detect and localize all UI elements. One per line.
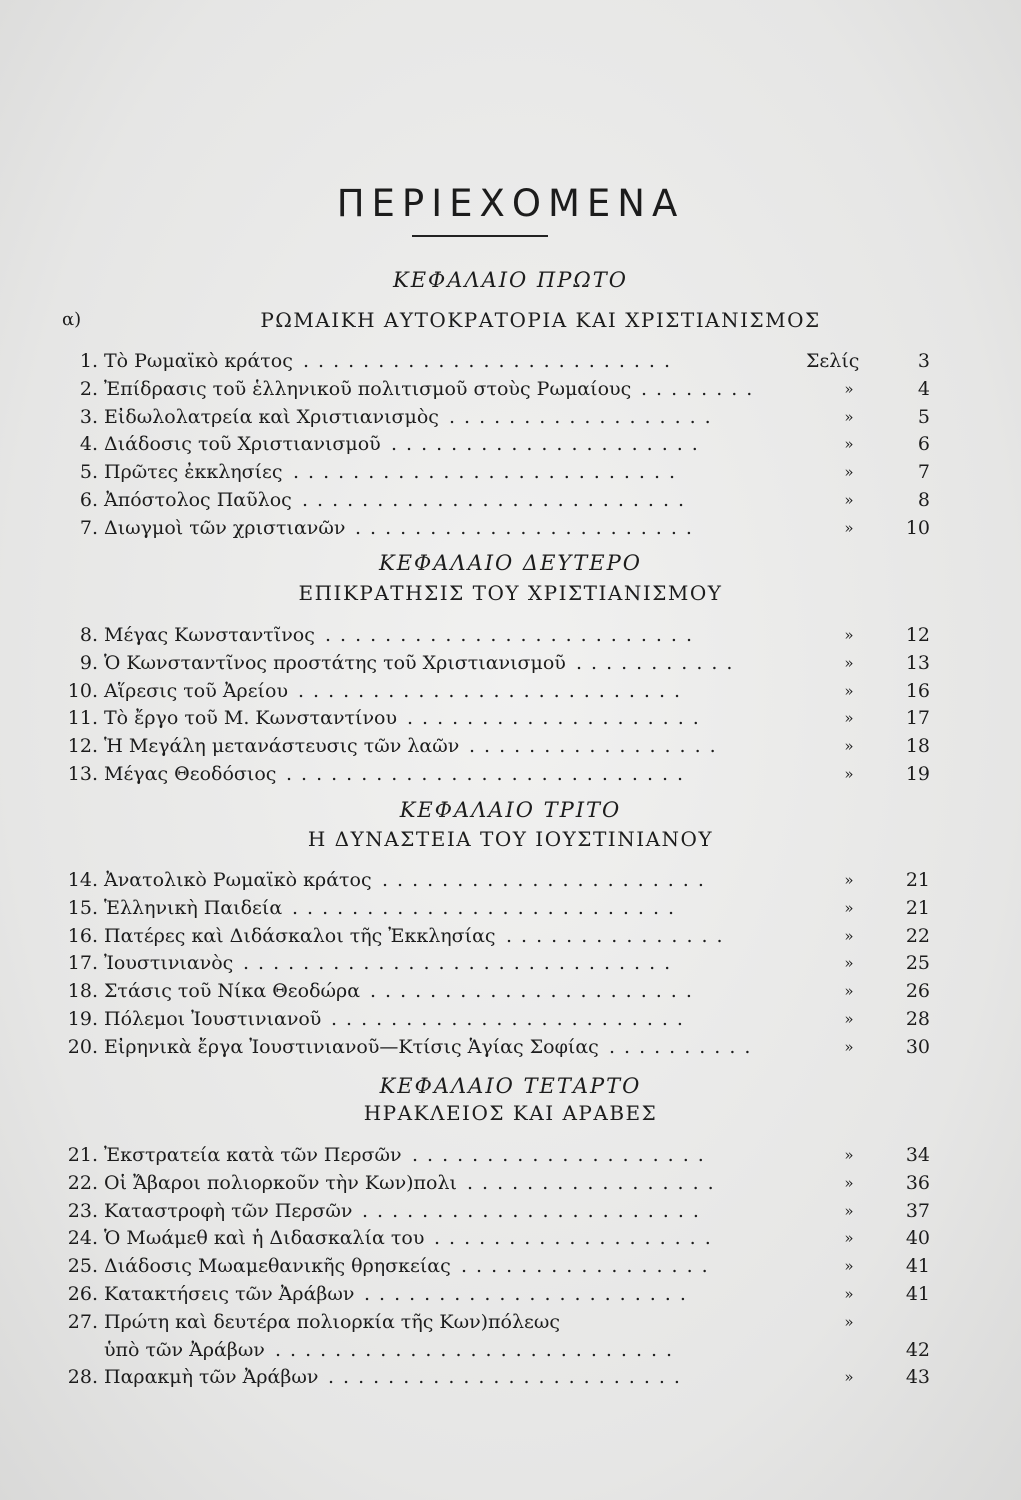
page-number: 16 — [905, 679, 930, 702]
entry-title: Πρῶτες ἐκκλησίες — [104, 461, 283, 484]
dot-leader: ........... — [576, 651, 742, 674]
dot-leader: ................. — [467, 1171, 723, 1194]
dot-leader: ...................... — [370, 980, 701, 1003]
entry-number: 15. — [67, 896, 98, 919]
ditto-mark: » — [844, 491, 854, 509]
toc-entry — [0, 922, 1021, 950]
toc-entry — [0, 514, 1021, 542]
page-number: 12 — [905, 624, 930, 646]
page-number: 40 — [905, 1227, 930, 1250]
dot-leader: ........................ — [328, 1366, 689, 1389]
toc-entry — [0, 1252, 1021, 1280]
ditto-mark: » — [844, 1257, 854, 1276]
toc-entry — [0, 1141, 1021, 1169]
toc-entry — [0, 375, 1021, 403]
toc-entry — [0, 677, 1021, 705]
entry-number: 26. — [67, 1283, 98, 1305]
entry-number: 24. — [67, 1227, 98, 1250]
entry-title: Ἀνατολικὸ Ρωμαϊκὸ κράτος — [104, 869, 372, 891]
page-number: 41 — [905, 1283, 930, 1305]
dot-leader: .................... — [412, 1144, 713, 1166]
ditto-mark: » — [844, 1173, 854, 1192]
toc-entry — [0, 1169, 1021, 1197]
entry-number: 13. — [67, 763, 98, 785]
dot-leader: ................... — [434, 1227, 720, 1250]
toc-entry — [0, 430, 1021, 458]
toc-entry — [0, 1308, 1021, 1364]
ditto-mark: » — [844, 379, 854, 398]
dot-leader: ........ — [641, 377, 762, 400]
entry-number: 16. — [67, 924, 98, 947]
dot-leader: ........................ — [331, 1008, 692, 1030]
entry-number: 23. — [67, 1199, 98, 1222]
entry-title: Μέγας Θεοδόσιος — [104, 763, 277, 785]
entry-title: Αἵρεσις τοῦ Ἀρείου — [104, 679, 288, 702]
dot-leader: ........................... — [286, 763, 693, 785]
page-number: 43 — [905, 1366, 930, 1389]
page-number: 21 — [905, 896, 930, 919]
section-prefix: α) — [62, 309, 82, 330]
entry-title: Ἐκστρατεία κατὰ τῶν Περσῶν — [104, 1144, 402, 1166]
ditto-mark: » — [844, 1201, 854, 1220]
title-rule — [412, 235, 548, 237]
entry-title: Μέγας Κωνσταντῖνος — [104, 624, 315, 646]
page-number: 7 — [917, 461, 930, 484]
entry-title: Διάδοσις Μωαμεθανικῆς θρησκείας — [104, 1255, 451, 1278]
entry-title: Τὸ Ρωμαϊκὸ κράτος — [104, 350, 293, 372]
entry-title: Εἰδωλολατρεία καὶ Χριστιανισμὸς — [104, 405, 439, 428]
page-number: 19 — [905, 763, 930, 785]
entry-title: Ἑλληνικὴ Παιδεία — [104, 896, 283, 919]
entry-number: 14. — [67, 869, 98, 891]
dot-leader: ....................... — [355, 516, 701, 539]
entry-title: Πόλεμοι Ἰουστινιανοῦ — [104, 1008, 322, 1030]
toc-entry — [0, 977, 1021, 1005]
dot-leader: ...................... — [364, 1283, 695, 1305]
page-number: 13 — [905, 651, 930, 674]
dot-leader: ........................... — [275, 1338, 682, 1361]
entry-title: Οἱ Ἄβαροι πολιορκοῦν τὴν Κων)πολι — [104, 1171, 457, 1194]
dot-leader: .......................... — [292, 896, 684, 919]
page-number: 18 — [905, 735, 930, 758]
entry-number: 18. — [67, 980, 98, 1003]
entry-title: Ἰουστινιανὸς — [104, 952, 234, 975]
ditto-mark: » — [844, 1285, 854, 1303]
page-number: 30 — [905, 1035, 930, 1058]
entry-number: 28. — [67, 1366, 98, 1389]
entry-title: Καταστροφὴ τῶν Περσῶν — [104, 1199, 353, 1222]
ditto-mark: » — [844, 1146, 854, 1164]
entry-title: Διάδοσις τοῦ Χριστιανισμοῦ — [104, 433, 381, 456]
entry-title: Ὁ Μωάμεθ καὶ ἡ Διδασκαλία του — [104, 1227, 425, 1250]
entry-title: Ἀπόστολος Παῦλος — [104, 489, 292, 511]
toc-entry — [0, 732, 1021, 760]
entry-title: Εἰρηνικὰ ἔργα Ἰουστινιανοῦ—Κτίσις Ἁγίας Σοφίας — [104, 1035, 599, 1058]
entry-title: Ἐπίδρασις τοῦ ἑλληνικοῦ πολιτισμοῦ στοὺς Ρωμαίους — [104, 377, 632, 400]
ditto-mark: » — [844, 1368, 854, 1387]
toc-entry — [0, 347, 1021, 375]
chapter-subtitle: ΗΡΑΚΛΕΙΟΣ ΚΑΙ ΑΡΑΒΕΣ — [363, 1101, 658, 1125]
toc-entry — [0, 949, 1021, 977]
chapter-heading: ΚΕΦΑΛΑΙΟ ΤΡΙΤΟ — [399, 798, 622, 822]
ditto-mark: » — [844, 1312, 854, 1331]
entry-title: Ὁ Κωνσταντῖνος προστάτης τοῦ Χριστιανισμοῦ — [104, 651, 566, 674]
entry-number: 21. — [67, 1144, 98, 1166]
chapter-heading: ΚΕΦΑΛΑΙΟ ΔΕΥΤΕΡΟ — [379, 551, 642, 575]
chapter-subtitle: ΡΩΜΑΙΚΗ ΑΥΤΟΚΡΑΤΟΡΙΑ ΚΑΙ ΧΡΙΣΤΙΑΝΙΣΜΟΣ — [260, 308, 821, 332]
dot-leader: .................... — [407, 707, 708, 730]
page-number: 34 — [905, 1144, 930, 1166]
page-number: 8 — [917, 489, 930, 511]
toc-entry — [0, 403, 1021, 431]
entry-number: 9. — [79, 651, 98, 674]
dot-leader: .......... — [609, 1035, 760, 1058]
toc-entry — [0, 894, 1021, 922]
entry-number: 6. — [79, 489, 98, 511]
ditto-mark: » — [844, 871, 854, 889]
page-number: 36 — [905, 1171, 930, 1194]
entry-title: Στάσις τοῦ Νίκα Θεοδώρα — [104, 980, 361, 1003]
ditto-mark: » — [844, 982, 854, 1001]
toc-entry — [0, 760, 1021, 788]
toc-entry — [0, 1033, 1021, 1061]
dot-leader: ............... — [506, 924, 732, 947]
ditto-mark: » — [844, 463, 854, 482]
entry-number: 7. — [79, 516, 98, 539]
dot-leader: ....................... — [362, 1199, 708, 1222]
entry-number: 20. — [67, 1035, 98, 1058]
entry-number: 4. — [79, 433, 98, 456]
toc-entry — [0, 621, 1021, 649]
entry-number: 25. — [67, 1255, 98, 1278]
ditto-mark: » — [844, 1037, 854, 1056]
page-number: 37 — [905, 1199, 930, 1222]
page-number: 17 — [905, 707, 930, 730]
page-number: 21 — [905, 869, 930, 891]
toc-entry — [0, 866, 1021, 894]
page-number: 22 — [905, 924, 930, 947]
dot-leader: ..................... — [391, 433, 707, 456]
chapter-subtitle: ΕΠΙΚΡΑΤΗΣΙΣ ΤΟΥ ΧΡΙΣΤΙΑΝΙΣΜΟΥ — [298, 581, 723, 605]
dot-leader: .......................... — [298, 679, 690, 702]
page-number: 4 — [917, 377, 930, 400]
entry-number: 1. — [79, 350, 98, 372]
dot-leader: .................. — [449, 405, 720, 428]
entry-number: 19. — [67, 1008, 98, 1030]
page-number: 28 — [905, 1008, 930, 1030]
entry-title: Τὸ ἔργο τοῦ Μ. Κωνσταντίνου — [104, 707, 398, 730]
entry-title: Κατακτήσεις τῶν Ἀράβων — [104, 1283, 355, 1305]
toc-entry — [0, 1280, 1021, 1308]
ditto-mark: » — [844, 1010, 854, 1028]
toc-entry — [0, 1197, 1021, 1225]
page-number: 6 — [917, 433, 930, 456]
toc-entry — [0, 704, 1021, 732]
ditto-mark: » — [844, 407, 854, 426]
toc-entry — [0, 649, 1021, 677]
entry-number: 8. — [79, 624, 98, 646]
ditto-mark: » — [844, 737, 854, 756]
ditto-mark: » — [844, 653, 854, 672]
ditto-mark: » — [844, 681, 854, 700]
dot-leader: ................. — [469, 735, 725, 758]
entry-number: 17. — [67, 952, 98, 975]
chapter-subtitle: Η ΔΥΝΑΣΤΕΙΑ ΤΟΥ ΙΟΥΣΤΙΝΙΑΝΟΥ — [307, 827, 714, 851]
entry-number: 2. — [79, 377, 98, 400]
page-number: 10 — [905, 516, 930, 539]
entry-number: 27. — [67, 1310, 98, 1333]
entry-number: 3. — [79, 405, 98, 428]
dot-leader: ......................... — [303, 350, 679, 372]
entry-number: 22. — [67, 1171, 98, 1194]
page-number: 5 — [917, 405, 930, 428]
dot-leader: .......................... — [302, 489, 694, 511]
entry-number: 11. — [67, 707, 98, 730]
page-number: 42 — [905, 1338, 930, 1361]
page-number: 3 — [917, 350, 930, 372]
ditto-mark: » — [844, 626, 854, 644]
page-title: ΠΕΡΙΕΧΟΜΕΝΑ — [336, 182, 685, 225]
entry-title: Πρώτη καὶ δευτέρα πολιορκία τῆς Κων)πόλεως — [104, 1310, 560, 1333]
ditto-mark: » — [844, 898, 854, 917]
entry-title-continued: ὑπὸ τῶν Ἀράβων — [104, 1338, 265, 1361]
entry-title: Ἡ Μεγάλη μετανάστευσις τῶν λαῶν — [104, 735, 460, 758]
toc-entry — [0, 1005, 1021, 1033]
entry-title: Διωγμοὶ τῶν χριστιανῶν — [104, 516, 346, 539]
entry-number: 12. — [67, 735, 98, 758]
chapter-heading: ΚΕΦΑΛΑΙΟ ΤΕΤΑΡΤΟ — [379, 1074, 642, 1098]
ditto-mark: » — [844, 709, 854, 728]
dot-leader: ......................... — [325, 624, 701, 646]
page-label: Σελίς — [806, 350, 860, 372]
ditto-mark: » — [844, 435, 854, 454]
page-number: 41 — [905, 1255, 930, 1278]
page-number: 25 — [905, 952, 930, 975]
dot-leader: ...................... — [382, 869, 713, 891]
entry-title: Παρακμὴ τῶν Ἀράβων — [104, 1366, 319, 1389]
ditto-mark: » — [844, 1229, 854, 1248]
page-number: 26 — [905, 980, 930, 1003]
entry-title: Πατέρες καὶ Διδάσκαλοι τῆς Ἐκκλησίας — [104, 924, 496, 947]
toc-entry — [0, 458, 1021, 486]
dot-leader: .......................... — [293, 461, 685, 484]
entry-number: 10. — [67, 679, 98, 702]
dot-leader: ............................. — [243, 952, 680, 975]
entry-number: 5. — [79, 461, 98, 484]
ditto-mark: » — [844, 954, 854, 973]
toc-entry — [0, 1363, 1021, 1391]
toc-entry — [0, 486, 1021, 514]
ditto-mark: » — [844, 926, 854, 945]
ditto-mark: » — [844, 518, 854, 537]
chapter-heading: ΚΕΦΑΛΑΙΟ ΠΡΩΤΟ — [393, 268, 628, 292]
dot-leader: ................. — [461, 1255, 717, 1278]
toc-entry — [0, 1224, 1021, 1252]
ditto-mark: » — [844, 765, 854, 783]
